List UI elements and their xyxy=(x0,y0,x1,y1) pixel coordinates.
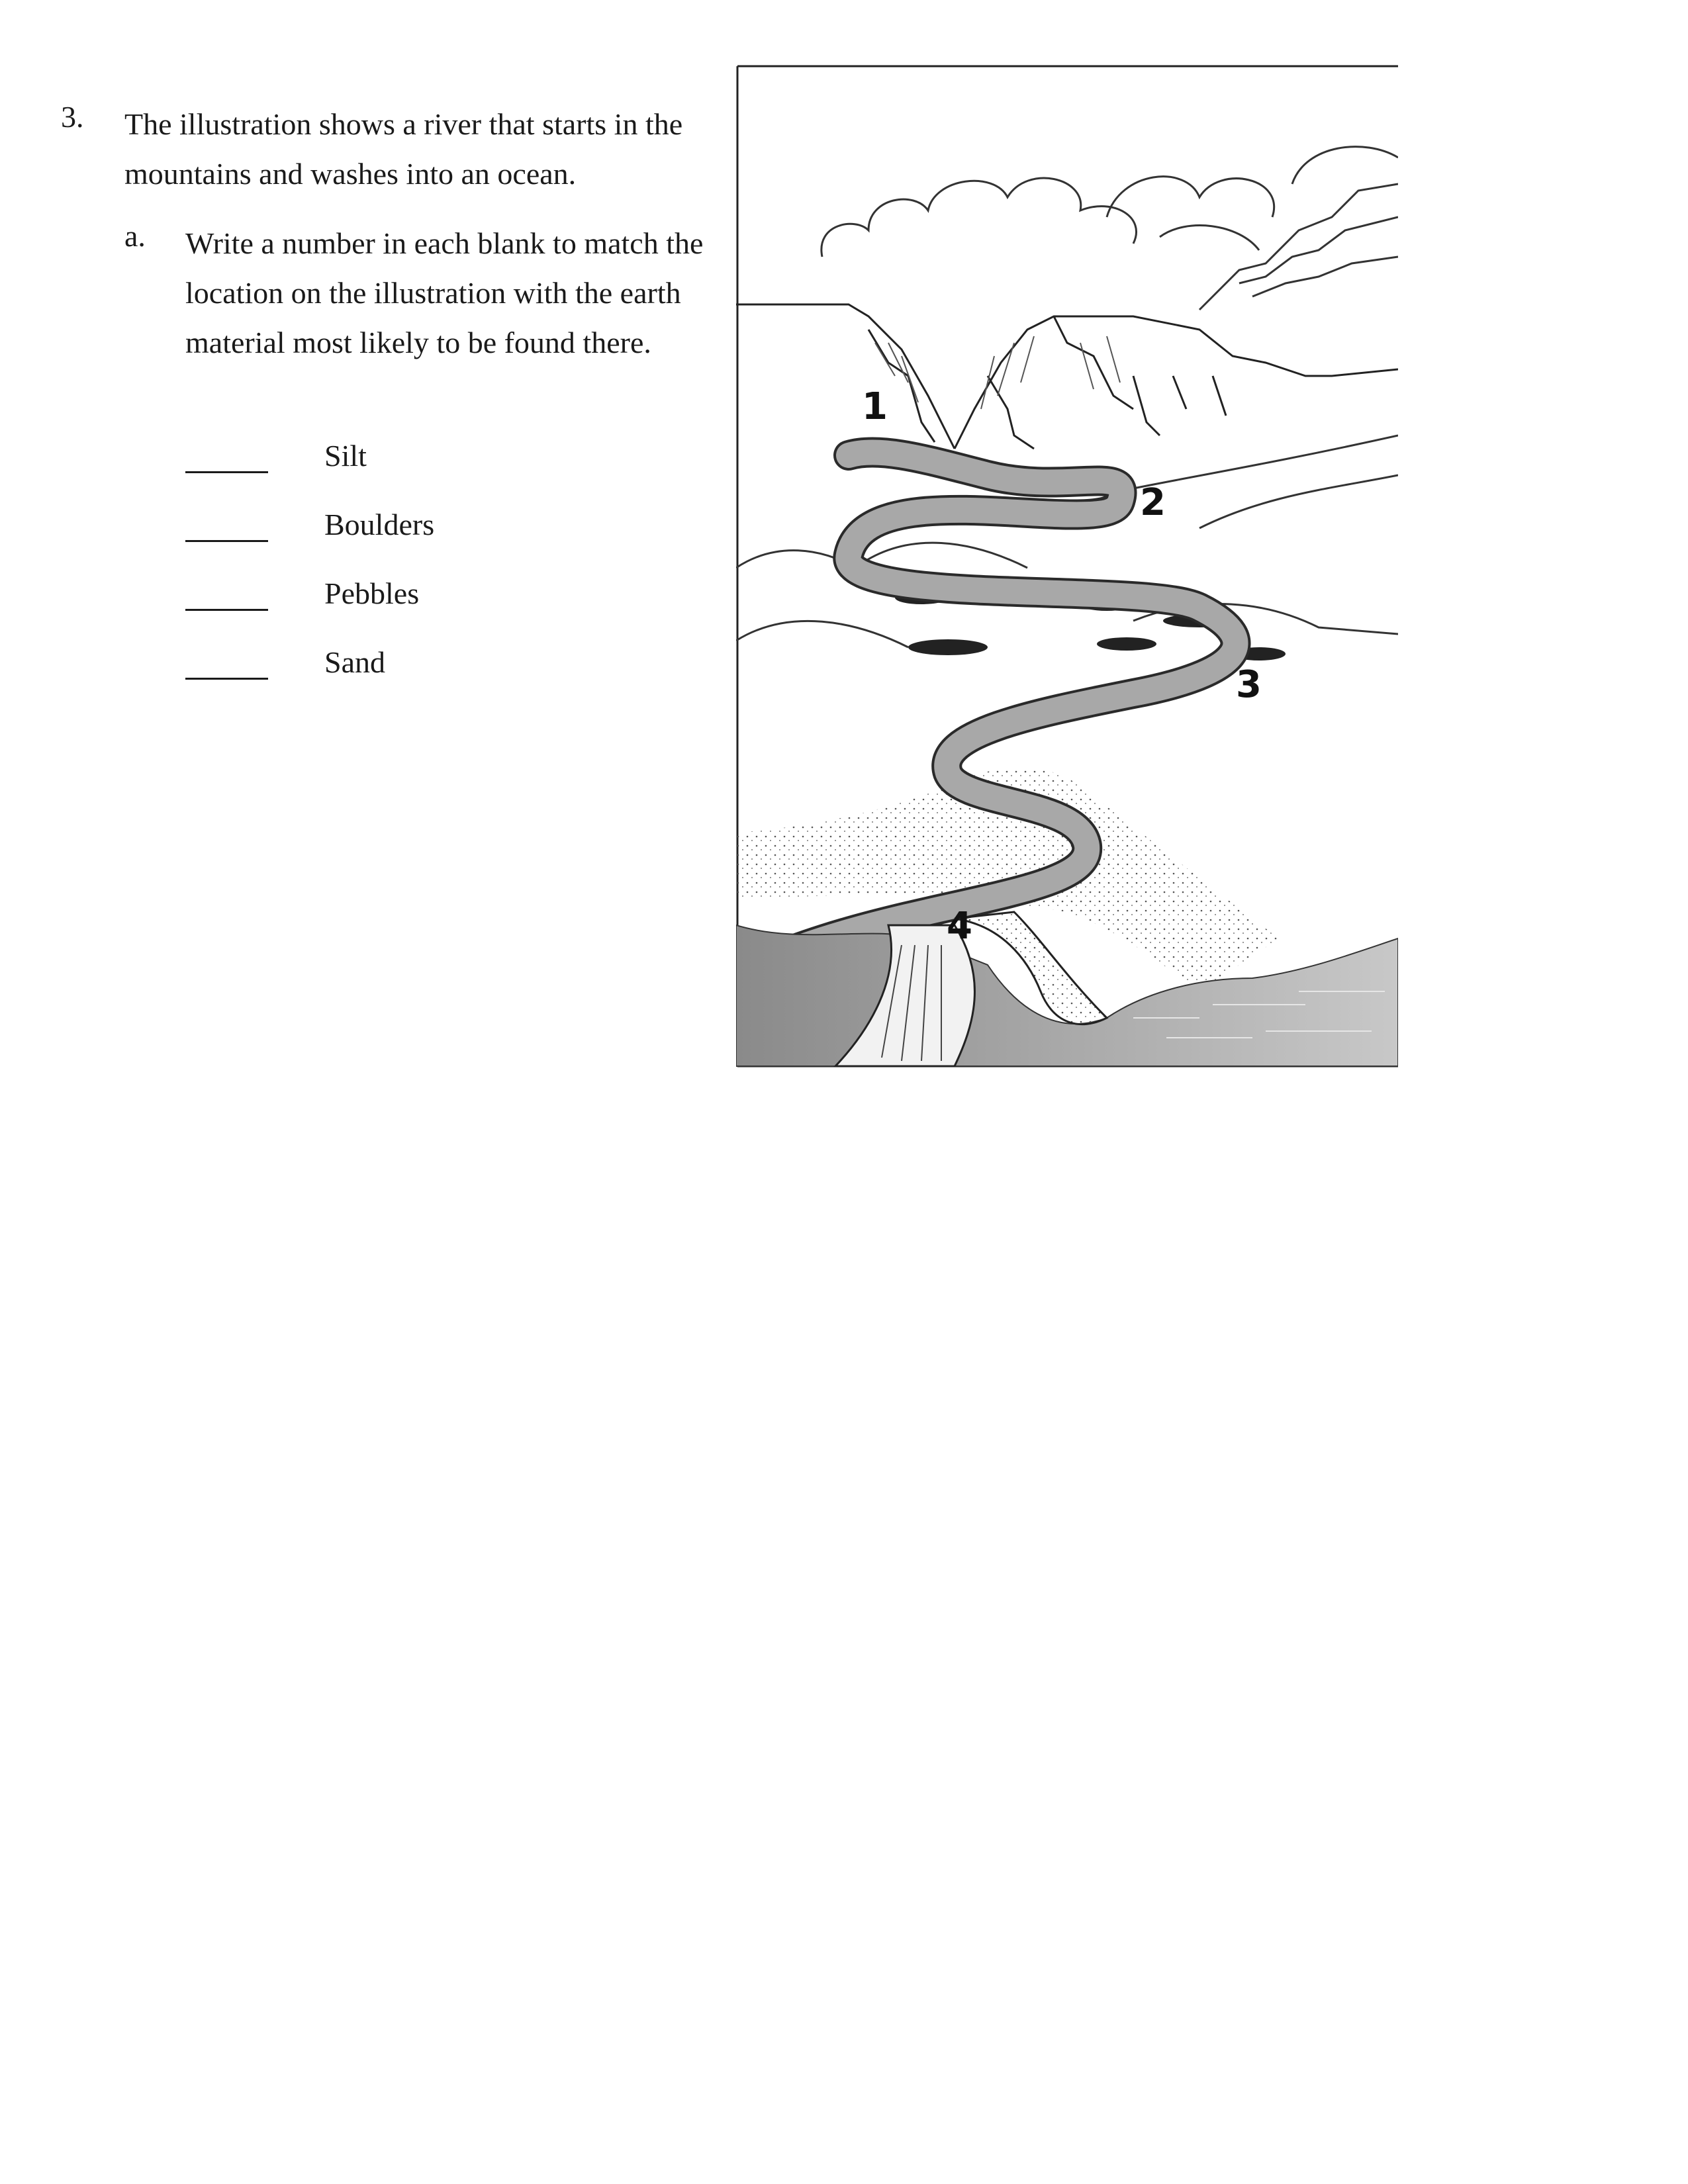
river-illustration xyxy=(736,65,1398,1068)
question-stem: The illustration shows a river that starts in the mountains and washes into an ocean. xyxy=(124,107,683,191)
mountain-range xyxy=(1199,184,1398,310)
answer-blank[interactable] xyxy=(185,540,268,542)
marker-3: 3 xyxy=(1236,663,1262,706)
answer-row-sand xyxy=(185,645,516,691)
answer-row-boulders xyxy=(185,507,516,553)
answer-row-silt xyxy=(185,438,516,484)
part-instructions: Write a number in each blank to match the location on the illustration with the earth material most likely to be found there. xyxy=(185,226,704,359)
marker-1: 1 xyxy=(862,385,888,428)
answer-label: Silt xyxy=(324,439,367,473)
marker-2: 2 xyxy=(1140,481,1166,524)
answer-label: Pebbles xyxy=(324,576,420,610)
canyon xyxy=(736,304,1398,449)
answer-label: Boulders xyxy=(324,508,435,541)
marker-4: 4 xyxy=(947,905,972,948)
question-number: 3. xyxy=(61,100,84,134)
part-letter: a. xyxy=(124,219,146,253)
answer-label: Sand xyxy=(324,645,385,679)
answer-blank[interactable] xyxy=(185,609,268,611)
clouds xyxy=(821,147,1398,257)
answer-blank[interactable] xyxy=(185,678,268,680)
answer-row-pebbles xyxy=(185,576,516,622)
answer-blank[interactable] xyxy=(185,471,268,473)
